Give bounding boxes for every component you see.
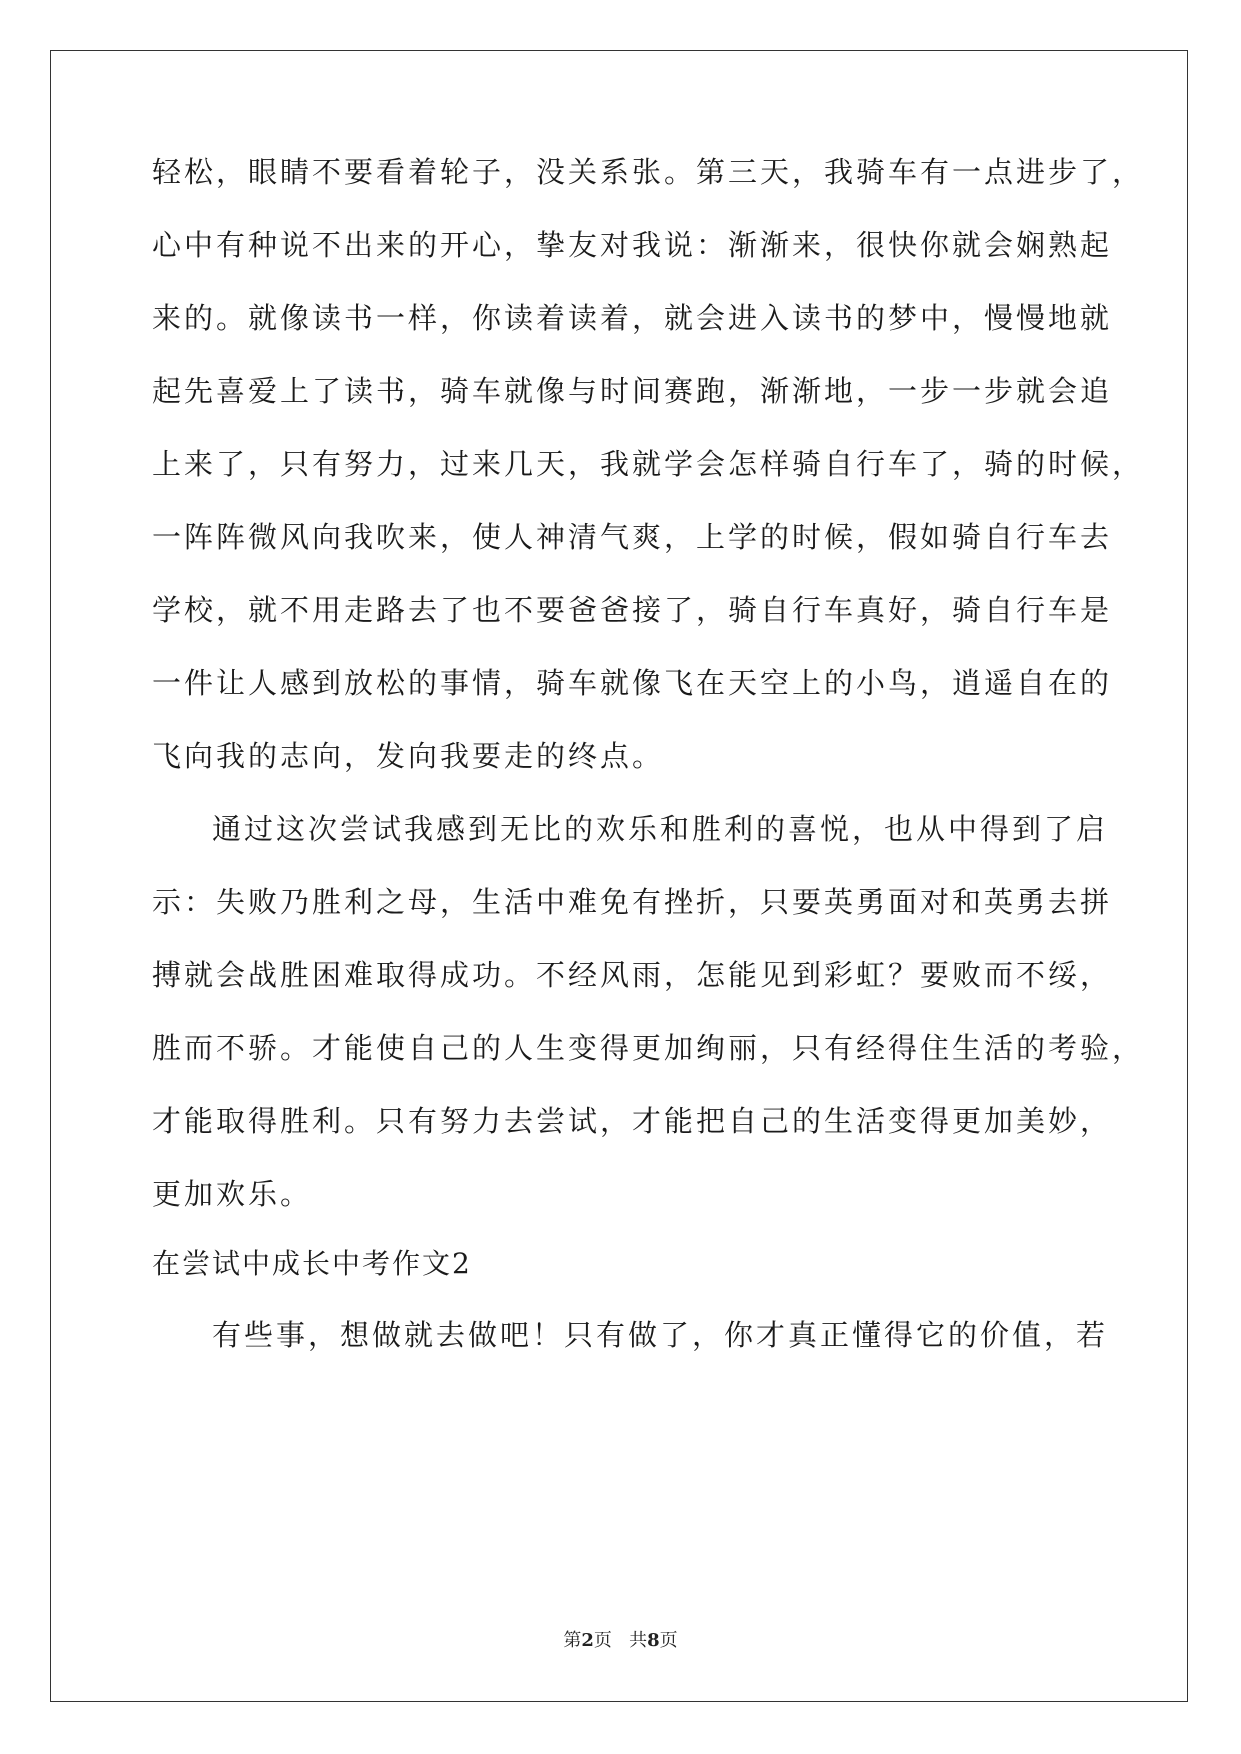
total-unit: 页 <box>659 1630 678 1651</box>
body-line-10: 通过这次尝试我感到无比的欢乐和胜利的喜悦，也从中得到了启 <box>212 812 1109 846</box>
page-prefix: 第 <box>563 1630 582 1651</box>
body-line-3: 来的。就像读书一样，你读着读着，就会进入读书的梦中，慢慢地就 <box>152 301 1113 335</box>
page-total: 8 <box>647 1630 660 1651</box>
body-line-6: 一阵阵微风向我吹来，使人神清气爽，上学的时候，假如骑自行车去 <box>152 520 1113 554</box>
page-current: 2 <box>581 1630 594 1651</box>
total-prefix: 共 <box>629 1630 648 1651</box>
body-line-15: 更加欢乐。 <box>152 1177 313 1211</box>
body-line-9: 飞向我的志向，发向我要走的终点。 <box>152 739 665 773</box>
body-line-8: 一件让人感到放松的事情，骑车就像飞在天空上的小鸟，逍遥自在的 <box>152 666 1113 700</box>
body-line-12: 搏就会战胜困难取得成功。不经风雨，怎能见到彩虹？要败而不绥， <box>152 958 1113 992</box>
body-line-2: 心中有种说不出来的开心，挚友对我说：渐渐来，很快你就会娴熟起 <box>152 228 1113 262</box>
body-line-7: 学校，就不用走路去了也不要爸爸接了，骑自行车真好，骑自行车是 <box>152 593 1113 627</box>
section-heading: 在尝试中成长中考作文2 <box>152 1247 472 1280</box>
page-unit: 页 <box>593 1630 612 1651</box>
body-line-1: 轻松，眼睛不要看着轮子，没关系张。第三天，我骑车有一点进步了， <box>152 155 1145 189</box>
body-line-11: 示：失败乃胜利之母，生活中难免有挫折，只要英勇面对和英勇去拼 <box>152 885 1113 919</box>
body-line-4: 起先喜爱上了读书，骑车就像与时间赛跑，渐渐地，一步一步就会追 <box>152 374 1113 408</box>
body-line-13: 胜而不骄。才能使自己的人生变得更加绚丽，只有经得住生活的考验， <box>152 1031 1145 1065</box>
body-line-16: 有些事，想做就去做吧！只有做了，你才真正懂得它的价值，若 <box>212 1318 1109 1352</box>
body-line-5: 上来了，只有努力，过来几天，我就学会怎样骑自行车了，骑的时候， <box>152 447 1145 481</box>
body-line-14: 才能取得胜利。只有努力去尝试，才能把自己的生活变得更加美妙， <box>152 1104 1113 1138</box>
page-footer <box>0 1629 1241 1653</box>
